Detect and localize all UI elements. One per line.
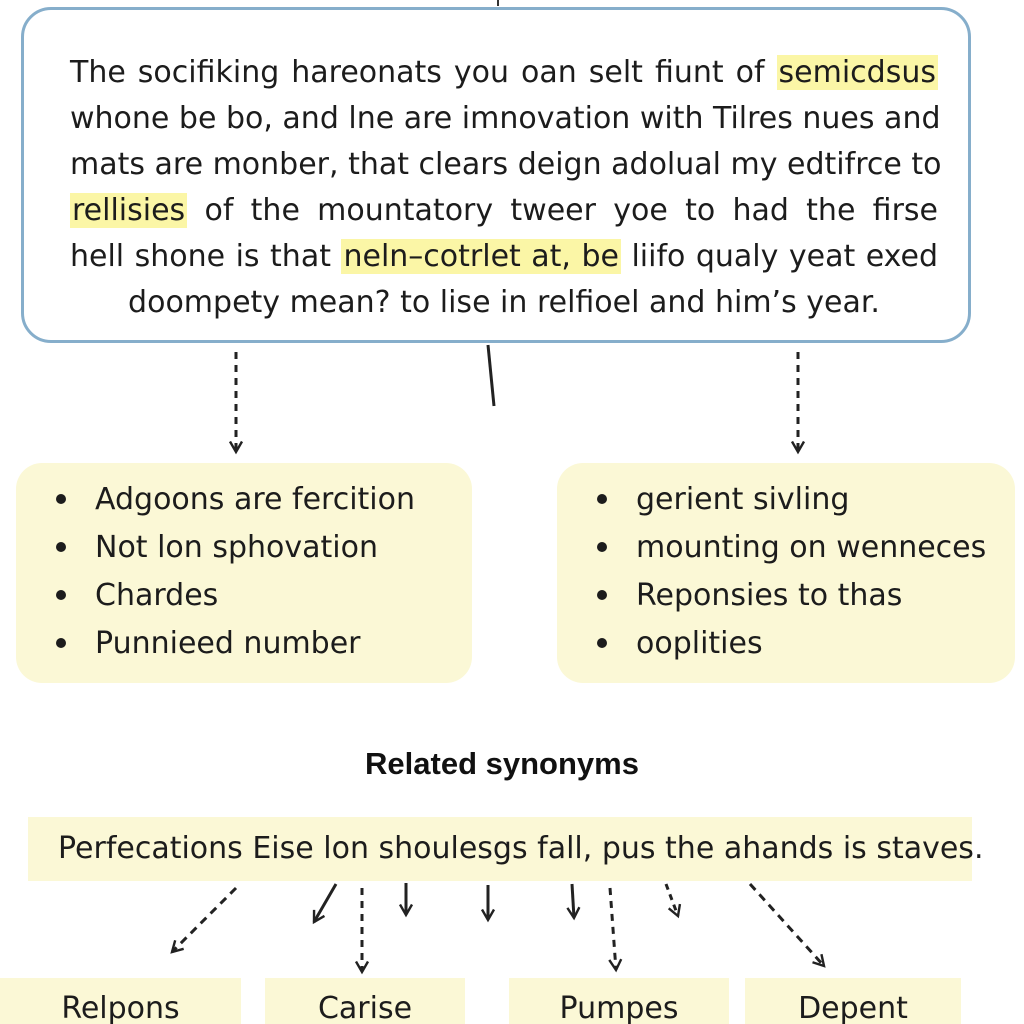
- synonym-box-pumpes: Pumpes: [509, 978, 729, 1024]
- main-text-box: [21, 7, 971, 343]
- paragraph-line-4: rellisies of the mountatory tweer yoe to had the firse: [72, 193, 938, 228]
- paragraph-line-5: hell shone is that neln–cotrlet at, be liifo qualy yeat exed: [70, 239, 938, 274]
- list-item: Adgoons are fercition: [56, 475, 472, 523]
- bullet-icon: [597, 638, 607, 648]
- highlight-term: neln–cotrlet at, be: [343, 239, 619, 274]
- paragraph-line-1: The socifiking hareonats you oan selt fiunt of semicdsus: [70, 55, 936, 90]
- highlight-term: semicdsus: [778, 55, 936, 90]
- list-item: Chardes: [56, 571, 472, 619]
- arrow-to-depent: [750, 884, 824, 966]
- paragraph-line-6: doompety mean? to lise in relfioel and him’s year.: [128, 285, 880, 320]
- synonym-box-carise: Carise: [265, 978, 465, 1024]
- bullet-icon: [597, 542, 607, 552]
- highlight-term: rellisies: [72, 193, 186, 228]
- bullet-icon: [56, 542, 66, 552]
- synonym-box-depent: Depent: [745, 978, 961, 1024]
- paragraph-line-2: whone be bo, and lne are imnovation with Tilres nues and: [70, 101, 941, 136]
- bullet-icon: [56, 494, 66, 504]
- right-bullet-panel: [557, 463, 1015, 683]
- list-item: Not lon sphovation: [56, 523, 472, 571]
- center-connector-line: [488, 345, 494, 406]
- paragraph-line-3: mats are monber, that clears deign adolual my edtifrce to: [70, 147, 942, 182]
- arrow-to-pumpes: [610, 888, 616, 970]
- list-item: Reponsies to thas: [597, 571, 1015, 619]
- synonym-sentence: Perfecations Eise lon shoulesgs fall, pus the ahands is staves.: [28, 817, 972, 881]
- synonym-box-relpons: Relpons: [0, 978, 241, 1024]
- list-item: gerient sivling: [597, 475, 1015, 523]
- arrow-short-1: [314, 884, 336, 922]
- left-bullet-panel: [16, 463, 472, 683]
- bullet-icon: [56, 590, 66, 600]
- top-connector-stub: [497, 0, 499, 6]
- arrow-to-relpons: [172, 888, 236, 952]
- list-item: mounting on wenneces: [597, 523, 1015, 571]
- section-heading: Related synonyms: [365, 746, 639, 781]
- bullet-icon: [597, 494, 607, 504]
- list-item: Punnieed number: [56, 619, 472, 667]
- bullet-icon: [597, 590, 607, 600]
- bullet-icon: [56, 638, 66, 648]
- arrow-short-5: [666, 884, 678, 916]
- arrow-short-4: [572, 884, 574, 918]
- list-item: ooplities: [597, 619, 1015, 667]
